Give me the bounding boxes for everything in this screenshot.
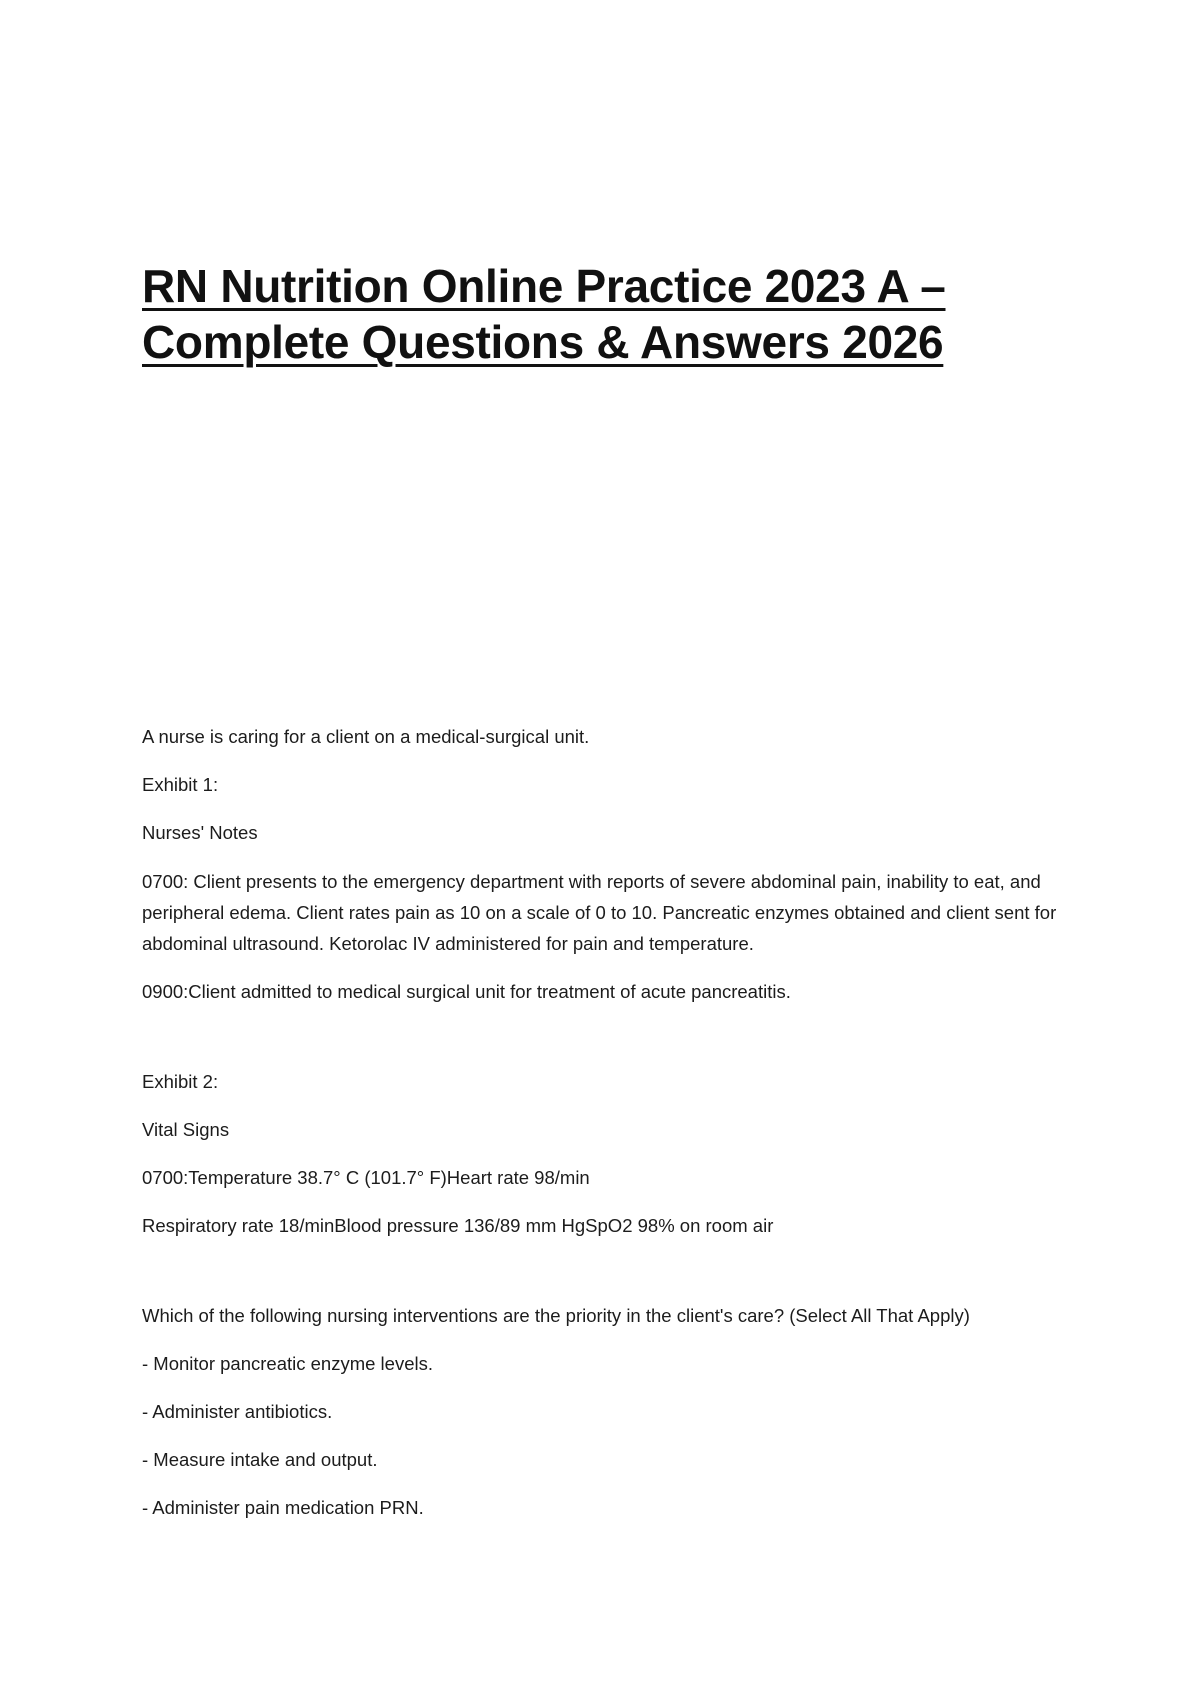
answer-option: - Administer pain medication PRN. [142, 1497, 424, 1518]
vital-signs-line-1: 0700:Temperature 38.7° C (101.7° F)Heart rate 98/min [142, 1167, 590, 1188]
nurses-notes-heading: Nurses' Notes [142, 822, 258, 843]
exhibit-1-label: Exhibit 1: [142, 774, 219, 795]
question-text: Which of the following nursing interventions are the priority in the client's care? (Select All That Apply) [142, 1305, 970, 1326]
answer-option: - Measure intake and output. [142, 1449, 378, 1470]
title-line-1: RN Nutrition Online Practice 2023 A – [142, 260, 946, 312]
document-title [142, 258, 1082, 370]
document-body [142, 722, 1082, 1541]
vital-signs-line-2: Respiratory rate 18/minBlood pressure 136/89 mm HgSpO2 98% on room air [142, 1215, 774, 1236]
exhibit-2-label: Exhibit 2: [142, 1071, 219, 1092]
section-spacer [142, 1259, 1082, 1301]
note-0900: 0900:Client admitted to medical surgical unit for treatment of acute pancreatitis. [142, 981, 791, 1002]
answer-option: - Administer antibiotics. [142, 1401, 333, 1422]
section-spacer [142, 1025, 1082, 1067]
intro-text: A nurse is caring for a client on a medical-surgical unit. [142, 726, 590, 747]
vital-signs-heading: Vital Signs [142, 1119, 230, 1140]
title-line-2: Complete Questions & Answers 2026 [142, 316, 944, 368]
note-0700: 0700: Client presents to the emergency department with reports of severe abdominal pain, inability to eat, and peripheral edema. Client rates pain as 10 on a scale of 0 to 10. Pancreatic enzymes obtained and client sent for abdominal ultrasound. Ketorolac IV administered for pain and temperature. [142, 871, 1057, 954]
answer-option: - Monitor pancreatic enzyme levels. [142, 1353, 433, 1374]
